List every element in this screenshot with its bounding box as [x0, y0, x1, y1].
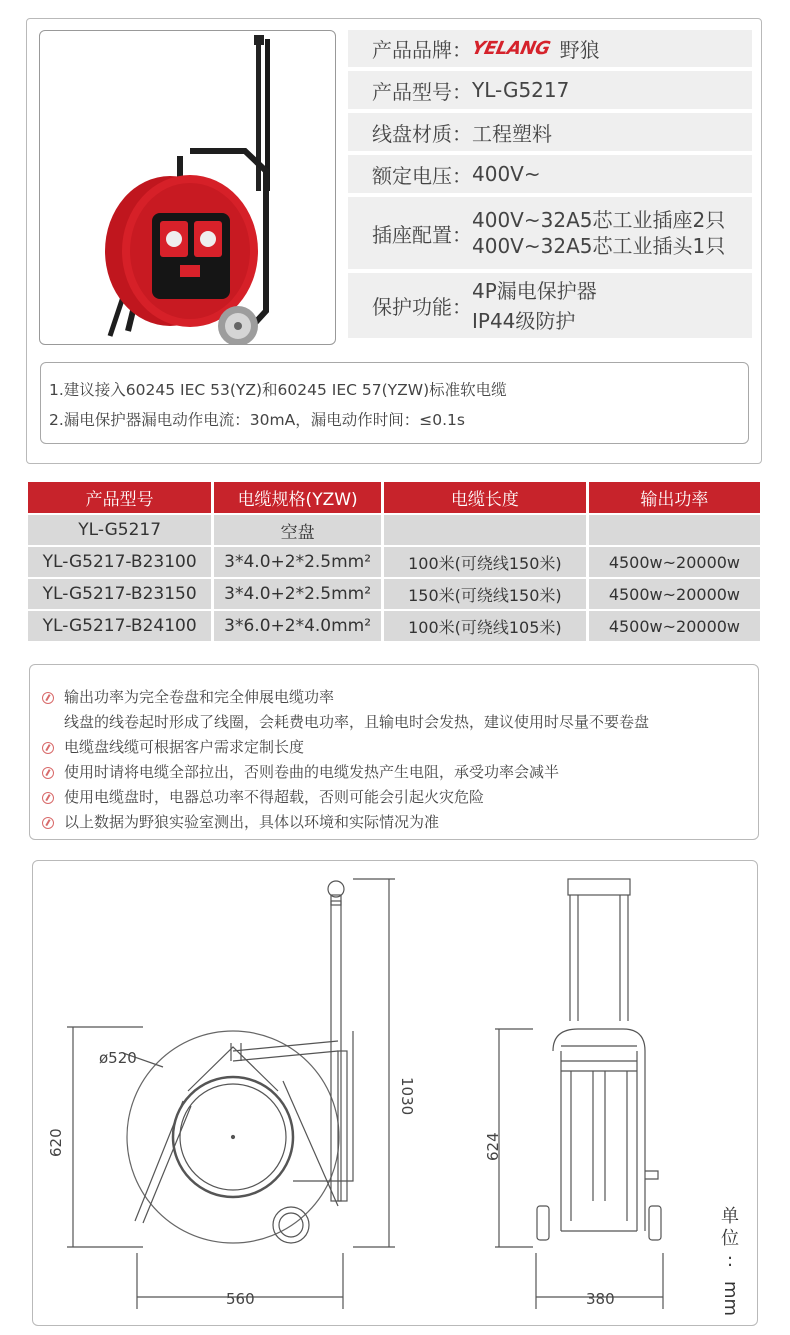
- dim-height-front: 624: [484, 1132, 502, 1161]
- note-line: 1.建议接入60245 IEC 53(YZ)和60245 IEC 57(YZW)标准软电缆: [49, 381, 507, 399]
- cell-cable-spec: 空盘: [214, 515, 381, 545]
- spec-value: 野狼: [559, 38, 600, 62]
- spec-label: 额定电压：: [372, 163, 472, 188]
- note-item: [42, 710, 758, 735]
- brand-logo: YELANG: [469, 38, 552, 59]
- note-text: 使用电缆盘时，电器总功率不得超载，否则可能会引起火灾危险: [64, 788, 485, 806]
- header-cable-spec: 电缆规格(YZW): [214, 482, 381, 513]
- spec-value: 工程塑料: [472, 121, 552, 146]
- dim-height-total: 1030: [398, 1077, 416, 1116]
- spec-label: 插座配置：: [372, 222, 472, 247]
- dimension-drawing: [32, 860, 758, 1326]
- spec-voltage: [348, 155, 752, 193]
- product-photo: [39, 30, 336, 345]
- spec-protection: [348, 273, 752, 338]
- spec-label: 线盘材质：: [372, 121, 472, 146]
- unit-label: [716, 1206, 744, 1317]
- spec-value: 400V~32A5芯工业插座2只: [472, 208, 726, 232]
- cable-reel-image: [40, 31, 336, 345]
- cell-output-power: 4500w~20000w: [589, 611, 760, 641]
- dim-width-front: 380: [586, 1290, 615, 1308]
- spec-material: [348, 113, 752, 151]
- cell-output-power: [589, 515, 760, 545]
- spec-model: [348, 71, 752, 109]
- cell-model: YL-G5217-B23150: [28, 579, 211, 609]
- cell-cable-spec: 3*4.0+2*2.5mm²: [214, 547, 381, 577]
- spec-brand: [348, 30, 752, 67]
- cell-output-power: 4500w~20000w: [589, 547, 760, 577]
- unit-char: 位: [721, 1228, 739, 1249]
- note-item: [42, 760, 758, 785]
- cell-cable-spec: 3*6.0+2*4.0mm²: [214, 611, 381, 641]
- cell-cable-length: [384, 515, 586, 545]
- header-output-power: 输出功率: [589, 482, 760, 513]
- cell-cable-length: 100米(可绕线150米): [384, 547, 586, 577]
- note-text: 使用时请将电缆全部拉出，否则卷曲的电缆发热产生电阻，承受功率会减半: [64, 763, 560, 781]
- spec-socket-config: [348, 197, 752, 269]
- cell-cable-length: 150米(可绕线150米): [384, 579, 586, 609]
- table-header-row: [28, 482, 760, 513]
- note-text: 电缆盘线缆可根据客户需求定制长度: [64, 738, 305, 756]
- dim-diameter: ø520: [99, 1049, 137, 1067]
- cell-cable-length: 100米(可绕线105米): [384, 611, 586, 641]
- spec-label: 保护功能：: [372, 295, 472, 319]
- spec-list: [348, 30, 752, 342]
- table-row: [28, 579, 760, 609]
- warning-icon: [42, 767, 54, 779]
- note-item: [42, 785, 758, 810]
- warning-icon: [42, 817, 54, 829]
- dim-height-left: 620: [47, 1128, 65, 1157]
- unit-char: 单: [721, 1206, 739, 1227]
- note-text: 输出功率为完全卷盘和完全伸展电缆功率: [64, 688, 335, 706]
- warning-icon: [42, 692, 54, 704]
- usage-notes: [29, 664, 759, 840]
- spec-label: 产品型号：: [372, 79, 472, 104]
- spec-label: 产品品牌：: [372, 38, 472, 62]
- note-text: 以上数据为野狼实验室测出，具体以环境和实际情况为准: [64, 813, 440, 831]
- model-table: [25, 480, 763, 643]
- note-item: [42, 685, 758, 710]
- dim-width-side: 560: [226, 1290, 255, 1308]
- cell-model: YL-G5217-B24100: [28, 611, 211, 641]
- spec-value: YL-G5217: [472, 78, 570, 102]
- table-row: [28, 547, 760, 577]
- note-line: 2.漏电保护器漏电动作电流：30mA，漏电动作时间：≤0.1s: [49, 411, 465, 429]
- spec-value: 4P漏电保护器: [472, 278, 597, 303]
- cell-cable-spec: 3*4.0+2*2.5mm²: [214, 579, 381, 609]
- header-cable-length: 电缆长度: [384, 482, 586, 513]
- warning-icon: [42, 742, 54, 754]
- warning-icon: [42, 792, 54, 804]
- spec-value: 400V~: [472, 162, 541, 186]
- cell-model: YL-G5217: [28, 515, 211, 545]
- spec-value: 400V~32A5芯工业插头1只: [472, 234, 726, 258]
- table-row: [28, 515, 760, 545]
- note-item: [42, 810, 758, 835]
- dimension-drawing-svg: [33, 861, 758, 1326]
- spec-value: IP44级防护: [472, 308, 576, 333]
- header-model: 产品型号: [28, 482, 211, 513]
- table-row: [28, 611, 760, 641]
- cable-notes: [40, 362, 749, 444]
- cell-output-power: 4500w~20000w: [589, 579, 760, 609]
- unit-char: :: [726, 1250, 734, 1271]
- note-item: [42, 735, 758, 760]
- cell-model: YL-G5217-B23100: [28, 547, 211, 577]
- note-text: 线盘的线卷起时形成了线圈，会耗费电功率，且输电时会发热，建议使用时尽量不要卷盘: [64, 713, 650, 731]
- unit-char: mm: [720, 1281, 741, 1317]
